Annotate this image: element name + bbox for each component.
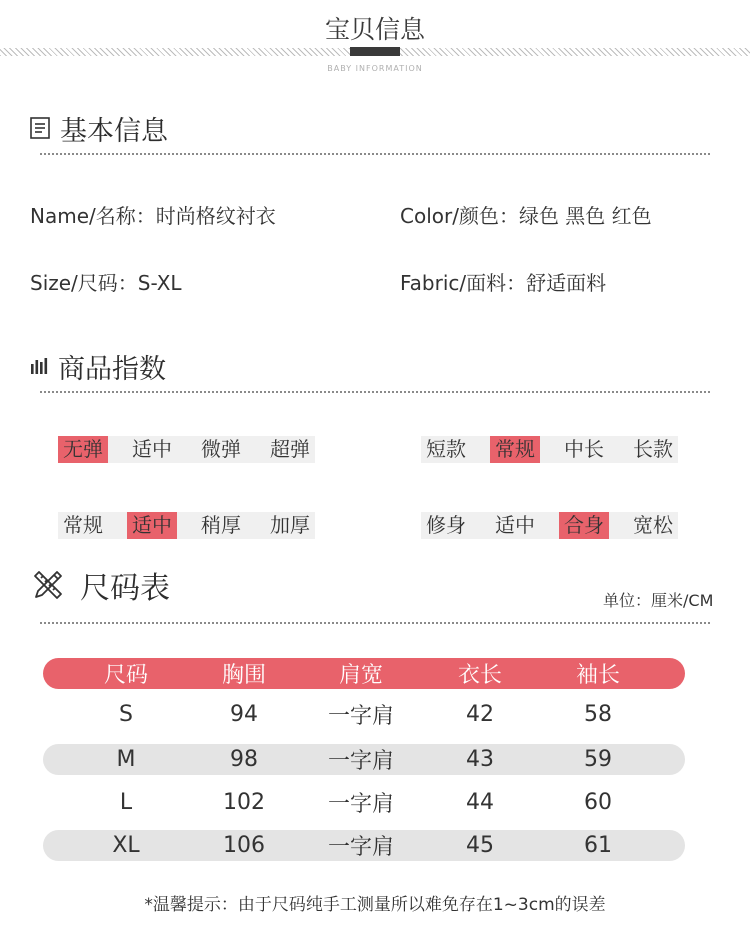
table-cell: 60 (584, 790, 612, 815)
table-row (43, 699, 685, 730)
table-row (43, 830, 685, 861)
section-title: 尺码表 (80, 571, 170, 606)
elasticity-scale (58, 436, 315, 463)
dotted-divider (40, 622, 710, 624)
table-cell: 一字肩 (327, 835, 394, 860)
table-row (43, 744, 685, 775)
dotted-divider (40, 391, 710, 393)
length-scale (421, 436, 678, 463)
thickness-option: 适中 (127, 512, 177, 539)
section-product-index (30, 346, 166, 386)
table-cell: 98 (230, 747, 258, 772)
thickness-scale (58, 512, 315, 539)
table-cell: 61 (584, 833, 612, 858)
section-title: 基本信息 (60, 115, 168, 147)
table-cell: 44 (466, 790, 494, 815)
table-cell: 42 (466, 702, 494, 727)
size-table-header (43, 658, 685, 689)
document-icon (30, 117, 50, 139)
table-cell: S (119, 702, 133, 727)
thickness-option: 加厚 (270, 513, 310, 537)
thickness-option: 常规 (63, 513, 103, 537)
section-size-chart (32, 565, 170, 605)
header-accent-bar (350, 47, 400, 56)
table-cell: 58 (584, 702, 612, 727)
table-cell: 59 (584, 747, 612, 772)
elasticity-option: 微弹 (201, 437, 241, 461)
product-size: Size/尺码：S-XL (30, 271, 182, 295)
product-name: Name/名称：时尚格纹衬衣 (30, 204, 276, 228)
table-cell: 43 (466, 747, 494, 772)
fit-option: 宽松 (633, 513, 673, 537)
table-cell: M (116, 747, 136, 772)
table-cell: XL (112, 833, 140, 858)
ruler-pencil-icon (32, 569, 64, 601)
elasticity-option: 超弹 (270, 437, 310, 461)
section-title: 商品指数 (58, 353, 166, 385)
table-row (43, 787, 685, 818)
table-cell: 94 (230, 702, 258, 727)
section-basic-info (30, 108, 168, 148)
column-header: 尺码 (103, 663, 148, 688)
unit-label: 单位：厘米/CM (603, 591, 714, 610)
table-cell: 一字肩 (327, 749, 394, 774)
elasticity-option: 适中 (132, 437, 172, 461)
table-cell: L (119, 790, 133, 815)
fit-scale (421, 512, 678, 539)
product-fabric: Fabric/面料：舒适面料 (400, 271, 607, 295)
length-option: 中长 (564, 437, 604, 461)
table-cell: 一字肩 (327, 704, 394, 729)
table-cell: 45 (466, 833, 494, 858)
page-title: 宝贝信息 (324, 15, 425, 44)
column-header: 胸围 (221, 663, 266, 688)
fit-option: 合身 (559, 512, 609, 539)
measurement-note: *温馨提示：由于尺码纯手工测量所以难免存在1~3cm的误差 (144, 895, 606, 915)
table-cell: 一字肩 (327, 792, 394, 817)
elasticity-option: 无弹 (58, 436, 108, 463)
fit-option: 修身 (426, 513, 466, 537)
length-option: 常规 (490, 436, 540, 463)
table-cell: 102 (223, 790, 265, 815)
dotted-divider (40, 153, 710, 155)
column-header: 袖长 (575, 663, 620, 688)
table-cell: 106 (223, 833, 265, 858)
fit-option: 适中 (495, 513, 535, 537)
column-header: 衣长 (457, 663, 502, 688)
page-subtitle: BABY INFORMATION (327, 64, 423, 73)
thickness-option: 稍厚 (201, 513, 241, 537)
bar-chart-icon (30, 358, 48, 374)
column-header: 肩宽 (338, 663, 383, 688)
length-option: 短款 (426, 437, 466, 461)
length-option: 长款 (633, 437, 673, 461)
product-color: Color/颜色：绿色 黑色 红色 (400, 204, 652, 228)
